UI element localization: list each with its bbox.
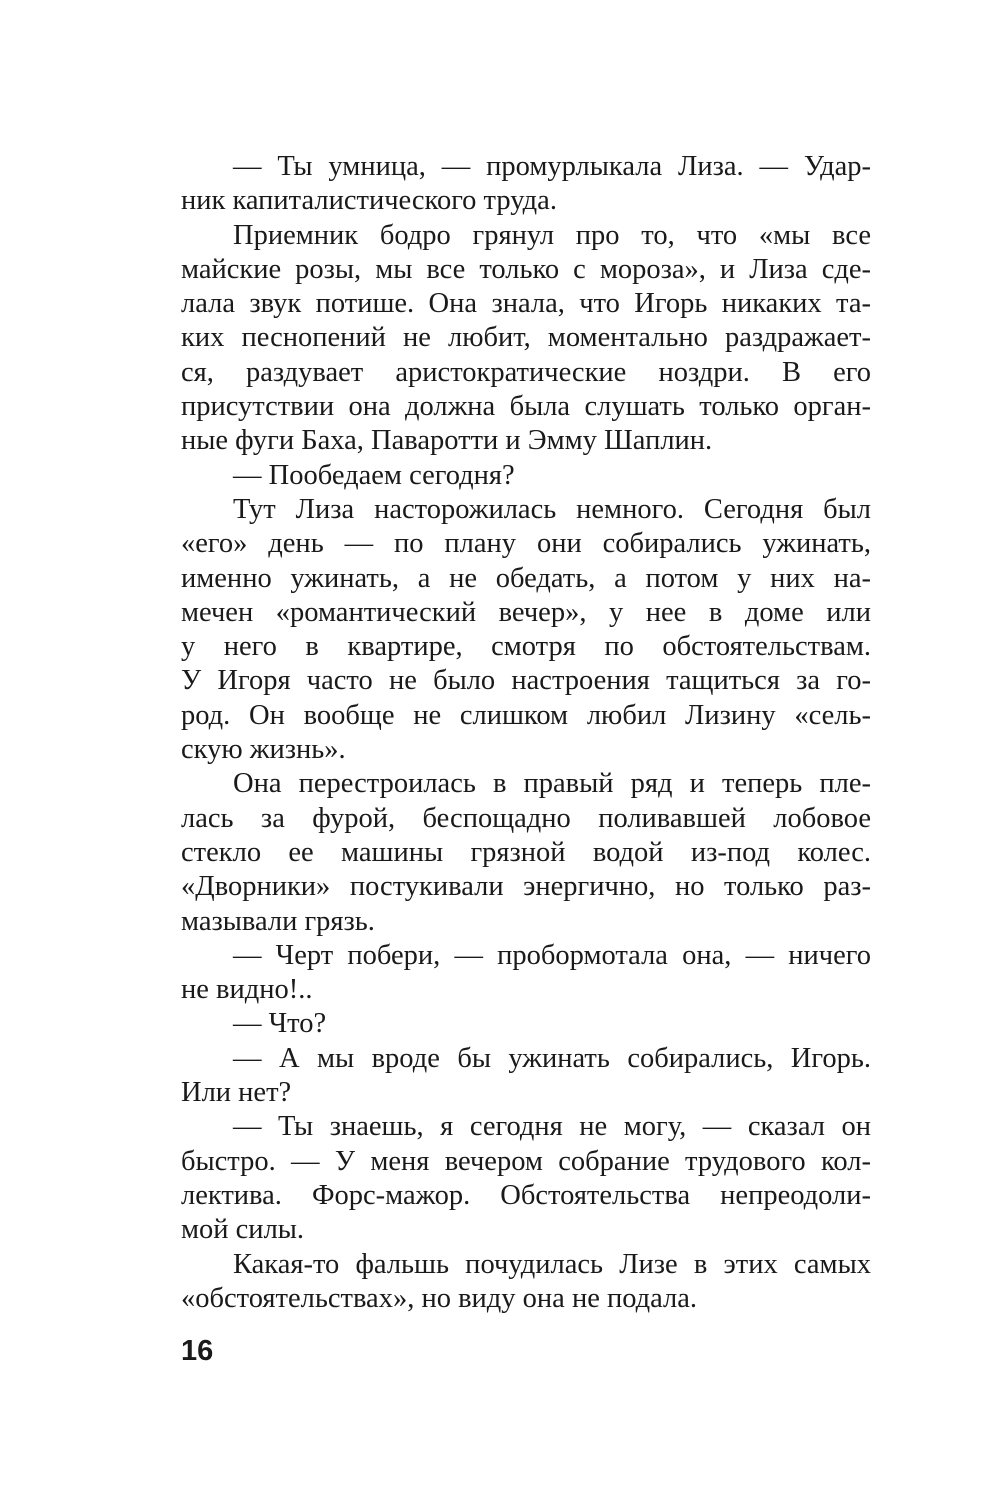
text-line: — Что? <box>233 1008 327 1040</box>
text-line: не видно!.. <box>181 974 313 1006</box>
page-body-text <box>181 150 871 1316</box>
text-line: ник капиталистического труда. <box>181 185 557 217</box>
text-line: — Пообедаем сегодня? <box>233 459 515 491</box>
text-line: Приемник бодро грянул про то, что «мы все <box>233 219 871 251</box>
text-line: лась за фурой, беспощадно поливавшей лобовое <box>181 802 871 834</box>
text-line: Она перестроилась в правый ряд и теперь пле- <box>233 768 871 800</box>
text-line: — Черт побери, — пробормотала она, — ничего <box>233 939 871 971</box>
text-line: «обстоятельствах», но виду она не подала. <box>181 1282 698 1314</box>
text-line: род. Он вообще не слишком любил Лизину «сель- <box>181 699 871 731</box>
text-line: присутствии она должна была слушать только орган- <box>181 391 871 423</box>
page-number: 16 <box>181 1335 214 1367</box>
text-line: мой силы. <box>181 1214 305 1246</box>
text-line: — Ты умница, — промурлыкала Лиза. — Удар- <box>233 151 871 182</box>
text-line: Или нет? <box>181 1077 292 1109</box>
text-line: ся, раздувает аристократические ноздри. В его <box>181 356 871 388</box>
text-line: Тут Лиза насторожилась немного. Сегодня был <box>233 493 871 525</box>
text-line: мазывали грязь. <box>181 905 375 937</box>
text-line: у него в квартире, смотря по обстоятельствам. <box>181 631 871 663</box>
text-line: «Дворники» постукивали энергично, но только раз- <box>181 871 871 903</box>
text-line: быстро. — У меня вечером собрание трудового кол- <box>181 1145 871 1177</box>
text-line: именно ужинать, а не обедать, а потом у них на- <box>181 562 871 594</box>
text-line: скую жизнь». <box>181 734 346 766</box>
text-line: — А мы вроде бы ужинать собирались, Игорь. <box>233 1042 871 1074</box>
text-line: мечен «романтический вечер», у нее в доме или <box>181 596 871 628</box>
text-line: лала звук потише. Она знала, что Игорь никаких та- <box>181 288 871 320</box>
text-line: майские розы, мы все только с мороза», и Лиза сде- <box>181 253 871 285</box>
text-line: Какая-то фальшь почудилась Лизе в этих самых <box>233 1248 871 1280</box>
text-line: ные фуги Баха, Паваротти и Эмму Шаплин. <box>181 425 713 457</box>
text-line: стекло ее машины грязной водой из-под колес. <box>181 836 871 868</box>
text-line: лектива. Форс-мажор. Обстоятельства непреодоли- <box>181 1179 871 1211</box>
text-line: У Игоря часто не было настроения тащиться за го- <box>181 665 871 697</box>
text-line: — Ты знаешь, я сегодня не могу, — сказал он <box>233 1111 871 1143</box>
text-line: ких песнопений не любит, моментально раздражает- <box>181 322 871 354</box>
text-line: «его» день — по плану они собирались ужинать, <box>181 528 871 560</box>
